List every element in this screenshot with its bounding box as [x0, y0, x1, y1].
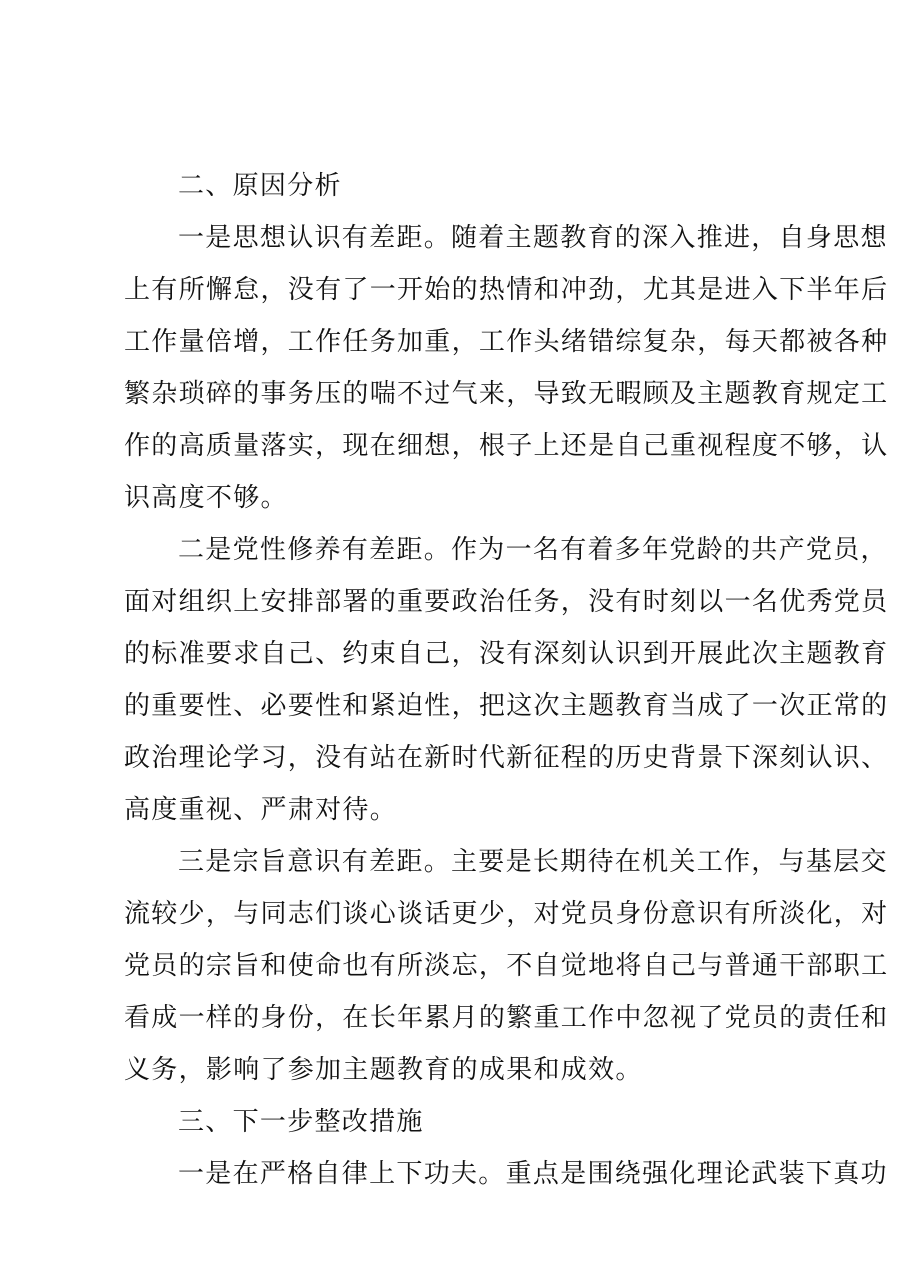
paragraph-line: 识高度不够。 — [124, 483, 288, 513]
paragraph-line: 作的高质量落实，现在细想，根子上还是自己重视程度不够，认 — [124, 431, 889, 461]
paragraph-line: 义务，影响了参加主题教育的成果和成效。 — [124, 1055, 643, 1085]
paragraph-party-spirit-gap — [124, 524, 889, 836]
heading-text: 二、原因分析 — [178, 171, 342, 201]
paragraph-line: 三是宗旨意识有差距。主要是长期待在机关工作，与基层交 — [178, 847, 888, 877]
section-heading-reasons — [124, 160, 809, 212]
paragraph-purpose-gap — [124, 836, 889, 1096]
paragraph-line: 的重要性、必要性和紧迫性，把这次主题教育当成了一次正常的 — [124, 691, 889, 721]
paragraph-ideological-gap — [124, 212, 889, 524]
paragraph-line: 的标准要求自己、约束自己，没有深刻认识到开展此次主题教育 — [124, 639, 889, 669]
paragraph-line: 看成一样的身份，在长年累月的繁重工作中忽视了党员的责任和 — [124, 1003, 889, 1033]
paragraph-line: 流较少，与同志们谈心谈话更少，对党员身份意识有所淡化，对 — [124, 899, 889, 929]
document-body — [124, 160, 889, 1200]
paragraph-line: 上有所懈怠，没有了一开始的热情和冲劲，尤其是进入下半年后 — [124, 275, 889, 305]
heading-text: 三、下一步整改措施 — [178, 1107, 424, 1137]
paragraph-line: 政治理论学习，没有站在新时代新征程的历史背景下深刻认识、 — [124, 743, 889, 773]
paragraph-line: 面对组织上安排部署的重要政治任务，没有时刻以一名优秀党员 — [124, 587, 889, 617]
section-heading-next-steps — [124, 1096, 809, 1148]
paragraph-line: 二是党性修养有差距。作为一名有着多年党龄的共产党员， — [178, 535, 888, 565]
paragraph-line: 高度重视、严肃对待。 — [124, 795, 398, 825]
paragraph-line: 党员的宗旨和使命也有所淡忘，不自觉地将自己与普通干部职工 — [124, 951, 889, 981]
paragraph-line: 一是思想认识有差距。随着主题教育的深入推进，自身思想 — [178, 223, 888, 253]
paragraph-line: 繁杂琐碎的事务压的喘不过气来，导致无暇顾及主题教育规定工 — [124, 379, 889, 409]
paragraph-line: 工作量倍增，工作任务加重，工作头绪错综复杂，每天都被各种 — [124, 327, 889, 357]
paragraph-self-discipline — [124, 1148, 888, 1200]
paragraph-line: 一是在严格自律上下功夫。重点是围绕强化理论武装下真功 — [178, 1159, 888, 1189]
